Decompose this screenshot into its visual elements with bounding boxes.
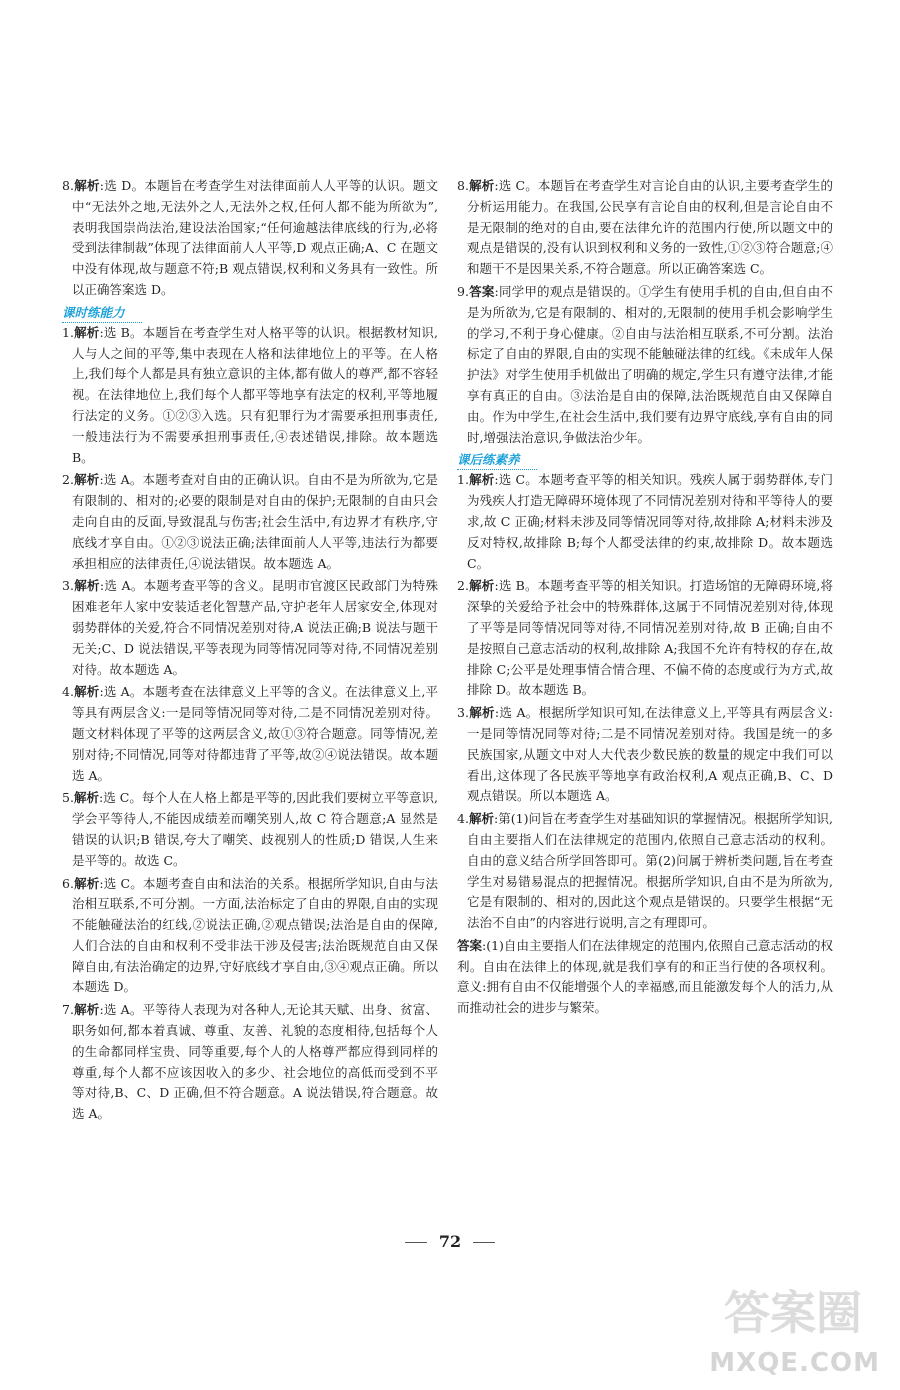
answer-item-9: 9.答案:同学甲的观点是错误的。①学生有使用手机的自由,但自由不是为所欲为,它是有限制的、相对的,无限制的使用手机会影响学生的学习,不利于身心健康。②自由与法治相互联系,不可分割。法治标定了自由的界限,自由的实现不能触碰法律的红线。《未成年人保护法》对学生使用手机做出了明确的规定,学生只有遵守法律,才能享有真正的自由。③法治是自由的保障,法治既规范自由又保障自由。作为中学生,在社会生活中,我们要有边界守底线,享有自由的同时,增强法治意识,争做法治少年。 <box>457 283 833 445</box>
answer-item-1-right: 1.解析:选 C。本题考查平等的相关知识。残疾人属于弱势群体,专门为残疾人打造无障碍环境体现了不同情况差别对待和平等待人的要求,故 C 正确;材料未涉及同等情况同等对待,故排除 A;材料未涉及反对特权,故排除 B;每个人都受法律的约束,故排除 D。故本题选 C。 <box>457 472 833 571</box>
answer-item-4-right: 4.解析:第(1)问旨在考查学生对基础知识的掌握情况。根据所学知识,自由主要指人们在法律规定的范围内,依照自己意志活动的权利。自由的意义结合所学回答即可。第(2)问属于辨析类问题,旨在考查学生对易错易混点的把握情况。根据所学知识,自由不是为所欲为,它是有限制的、相对的,因此这个观点是错误的。只要学生根据“无法治不自由”的内容进行说明,言之有理即可。 <box>457 811 833 931</box>
answer-item-5: 5.解析:选 C。每个人在人格上都是平等的,因此我们要树立平等意识,学会平等待人,不能因成绩差而嘲笑别人,故 C 符合题意;A 显然是错误的认识;B 错误,夸大了嘲笑、歧视别人的性质;D 错误,人生来是平等的。故选 C。 <box>62 790 438 868</box>
right-column <box>457 176 833 1021</box>
answer-final: 答案:(1)自由主要指人们在法律规定的范围内,依照自己意志活动的权利。自由在法律上的体现,就是我们享有的和正当行使的各项权利。意义:拥有自由不仅能增强个人的幸福感,而且能激发每个人的活力,从而推动社会的进步与繁荣。 <box>457 937 833 1016</box>
page-number: 72 <box>0 1232 900 1251</box>
watermark-logo <box>709 1282 882 1382</box>
left-column <box>62 176 438 1127</box>
answer-item-4: 4.解析:选 A。本题考查在法律意义上平等的含义。在法律意义上,平等具有两层含义:一是同等情况同等对待,二是不同情况差别对待。题文材料体现了平等的这两层含义,故①③符合题意。同等情况,差别对待;不同情况,同等对待都违背了平等,故②④说法错误。故本题选 A。 <box>62 684 438 783</box>
answer-item-2-right: 2.解析:选 B。本题考查平等的相关知识。打造场馆的无障碍环境,将深挚的关爱给予社会中的特殊群体,这属于不同情况差别对待,体现了平等是同等情况同等对待,不同情况差别对待,故 B 正确;自由不是按照自己意志活动的权利,故排除 A;我国不允许有特权的存在,故排除 C;公平是处理事情合情合理、不偏不倚的态度或行为方式,故排除 D。故本题选 B。 <box>457 578 833 698</box>
section-title-after-class: 课后练素养 <box>457 450 537 470</box>
answer-item-3-right: 3.解析:选 A。根据所学知识可知,在法律意义上,平等具有两层含义:一是同等情况同等对待;二是不同情况差别对待。我国是统一的多民族国家,从题文中对人大代表少数民族的数量的规定中我们可以看出,这体现了各民族平等地享有政治权利,A 观点正确,B、C、D 观点错误。所以本题选 A。 <box>457 705 833 804</box>
watermark-logo-text: 答案圈 <box>724 1286 862 1340</box>
answer-item-1: 1.解析:选 B。本题旨在考查学生对人格平等的认识。根据教材知识,人与人之间的平等,集中表现在人格和法律地位上的平等。在人格上,我们每个人都是具有独立意识的主体,都有做人的尊严,都不容轻视。在法律地位上,我们每个人都平等地享有法定的权利,平等地履行法定的义务。①②③入选。只有犯罪行为才需要承担刑事责任,一般违法行为不需要承担刑事责任,④表述错误,排除。故本题选 B。 <box>62 324 438 465</box>
page-number-dash-left <box>405 1242 427 1243</box>
answer-item-7: 7.解析:选 A。平等待人表现为对各种人,无论其天赋、出身、贫富、职务如何,都本着真诚、尊重、友善、礼貌的态度相待,包括每个人的生命都同样宝贵、同等重要,每个人的人格尊严都应得到同样的尊重,每个人都不应该因收入的多少、社会地位的高低而受到不平等对待,B、C、D 正确,但不符合题意。A 说法错误,符合题意。故选 A。 <box>62 1002 438 1122</box>
answer-item-8: 8.解析:选 D。本题旨在考查学生对法律面前人人平等的认识。题文中“无法外之地,无法外之人,无法外之权,任何人都不能为所欲为”,表明我国崇尚法治,建设法治国家;“任何逾越法律底线的行为,必将受到法律制裁”体现了法律面前人人平等,D 观点正确;A、C 在题文中没有体现,故与题意不符;B 观点错误,权利和义务具有一致性。所以正确答案选 D。 <box>62 178 438 297</box>
answer-item-2: 2.解析:选 A。本题考查对自由的正确认识。自由不是为所欲为,它是有限制的、相对的;必要的限制是对自由的保护;无限制的自由只会走向自由的反面,导致混乱与伤害;社会生活中,有边界才有秩序,守底线才享自由。①②③说法正确;法律面前人人平等,违法行为都要承担相应的法律责任,④说法错误。故本题选 A。 <box>62 472 438 571</box>
answer-item-8-right: 8.解析:选 C。本题旨在考查学生对言论自由的认识,主要考查学生的分析运用能力。在我国,公民享有言论自由的权利,但是言论自由不是无限制的绝对的自由,要在法律允许的范围内行使,所以题文中的观点是错误的,没有认识到权利和义务的一致性,①②③符合题意;④和题干不是因果关系,不符合题意。所以正确答案选 C。 <box>457 178 833 277</box>
watermark-url: MXQE.COM <box>709 1348 880 1378</box>
answer-item-6: 6.解析:选 C。本题考查自由和法治的关系。根据所学知识,自由与法治相互联系,不可分割。一方面,法治标定了自由的界限,自由的实现不能触碰法治的红线,②说法正确,②观点错误;法治是自由的保障,人们合法的自由和权利不受非法干涉及侵害;法治既规范自由又保障自由,有法治确定的边界,守好底线才享自由,③④观点正确。所以本题选 D。 <box>62 875 438 995</box>
section-title-practice: 课时练能力 <box>62 303 142 323</box>
answer-item-3: 3.解析:选 A。本题考查平等的含义。昆明市官渡区民政部门为特殊困难老年人家中安装适老化智慧产品,守护老年人居家安全,体现对弱势群体的关爱,符合不同情况差别对待,A 说法正确;B 说法与题干无关;C、D 说法错误,平等表现为同等情况同等对待,不同情况差别对待。故本题选 A。 <box>62 578 438 677</box>
page-number-dash-right <box>473 1242 495 1243</box>
